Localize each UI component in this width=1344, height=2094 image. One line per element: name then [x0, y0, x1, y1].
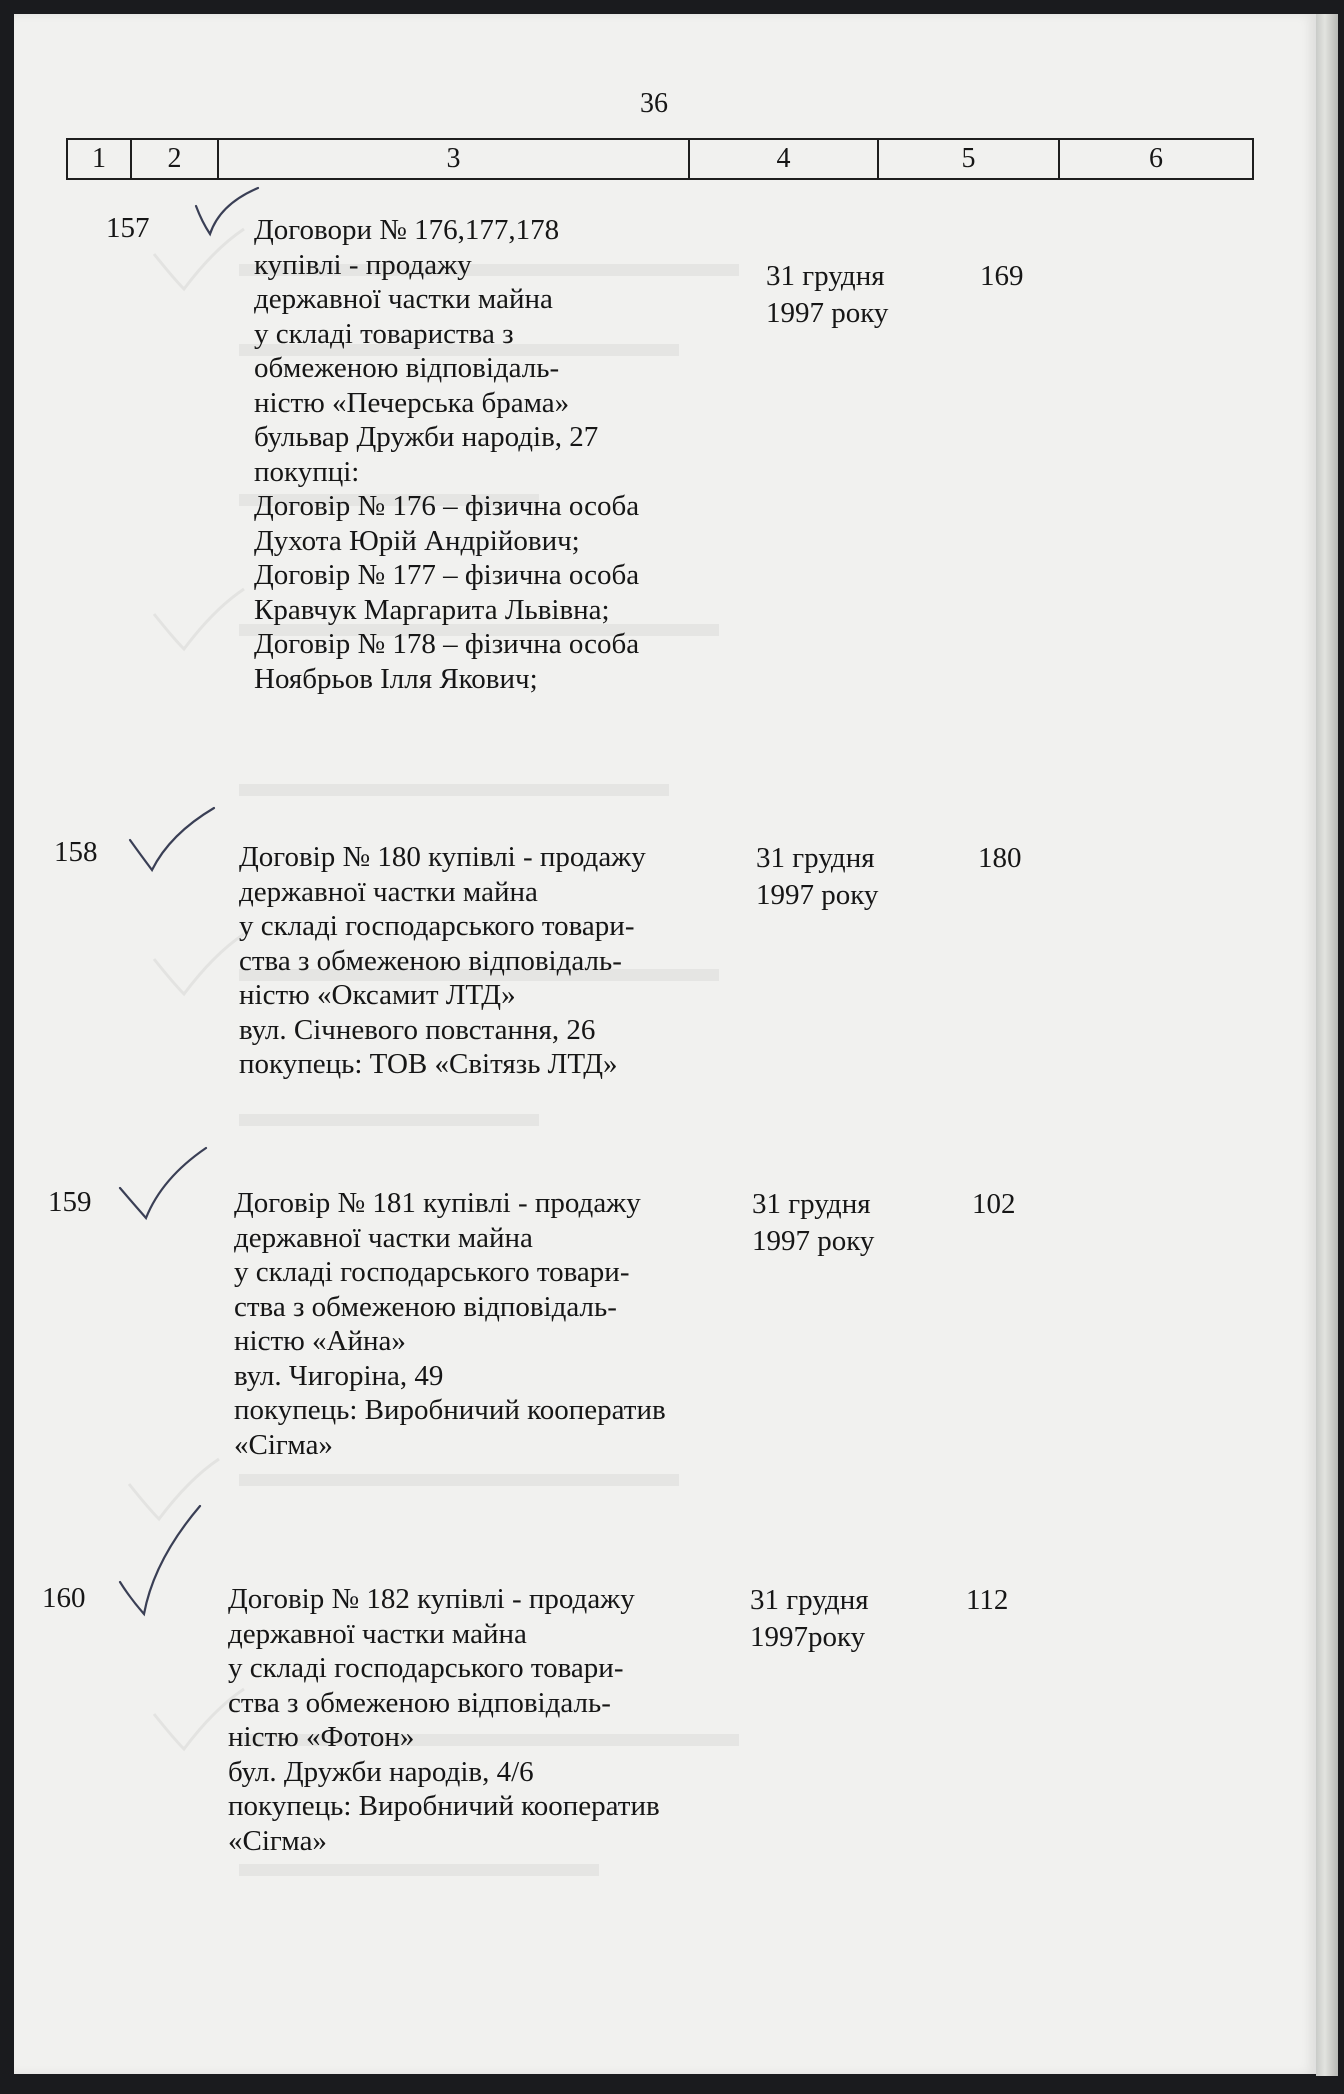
- document-page: [14, 14, 1316, 2074]
- entry-volume: 112: [966, 1584, 1009, 1616]
- checkmark-icon: [114, 1500, 214, 1620]
- entry-number: 157: [106, 212, 150, 244]
- entry-description: Договір № 180 купівлі - продажу державної частки майна у складі господарського товари- ства з обмеженою відповідаль- ністю «Оксамит ЛТД» вул. Січневого повстання, 26 покупець: ТОВ «Світязь ЛТД»: [239, 841, 646, 1080]
- entry-volume: 180: [978, 842, 1022, 874]
- page-number: 36: [640, 88, 668, 119]
- entry-description: Договір № 182 купівлі - продажу державної частки майна у складі господарського товари- ства з обмеженою відповідаль- ністю «Фотон» бул. Дружби народів, 4/6 покупець: Виробничий кооператив «Сігма»: [228, 1583, 660, 1857]
- entry-description: Договори № 176,177,178 купівлі - продажу державної частки майна у складі товариства з обмеженою відповідаль- ністю «Печерська брама» бульвар Дружби народів, 27 покупці: Договір № 176 – фізична особа Духота Юрій Андрійович; Договір № 177 – фізична особа Кравчук Маргарита Львівна; Договір № 178 – фізична особа Ноябрьов Ілля Якович;: [254, 214, 640, 695]
- entry-date: 31 грудня 1997року: [750, 1584, 869, 1653]
- entry-number: 159: [48, 1186, 92, 1218]
- column-header-1: 1: [67, 139, 131, 179]
- entry-date: 31 грудня 1997 року: [752, 1188, 875, 1257]
- checkmark-icon: [124, 804, 224, 876]
- column-header-3: 3: [218, 139, 689, 179]
- entry-date: 31 грудня 1997 року: [756, 842, 879, 911]
- entry-volume: 102: [972, 1188, 1016, 1220]
- entry-volume: 169: [980, 260, 1024, 292]
- entry-description: Договір № 181 купівлі - продажу державної частки майна у складі господарського товари- ства з обмеженою відповідаль- ністю «Айна» вул. Чигоріна, 49 покупець: Виробничий кооператив «Сігма»: [234, 1187, 666, 1461]
- column-header-6: 6: [1059, 139, 1253, 179]
- column-header-5: 5: [878, 139, 1059, 179]
- checkmark-icon: [114, 1144, 214, 1224]
- paper-edge: [1316, 14, 1338, 2076]
- entry-number: 158: [54, 836, 98, 868]
- bleed-through-marks: [14, 14, 1316, 2074]
- column-header-2: 2: [131, 139, 218, 179]
- entry-date: 31 грудня 1997 року: [766, 260, 889, 329]
- entry-number: 160: [42, 1582, 86, 1614]
- column-header-4: 4: [689, 139, 878, 179]
